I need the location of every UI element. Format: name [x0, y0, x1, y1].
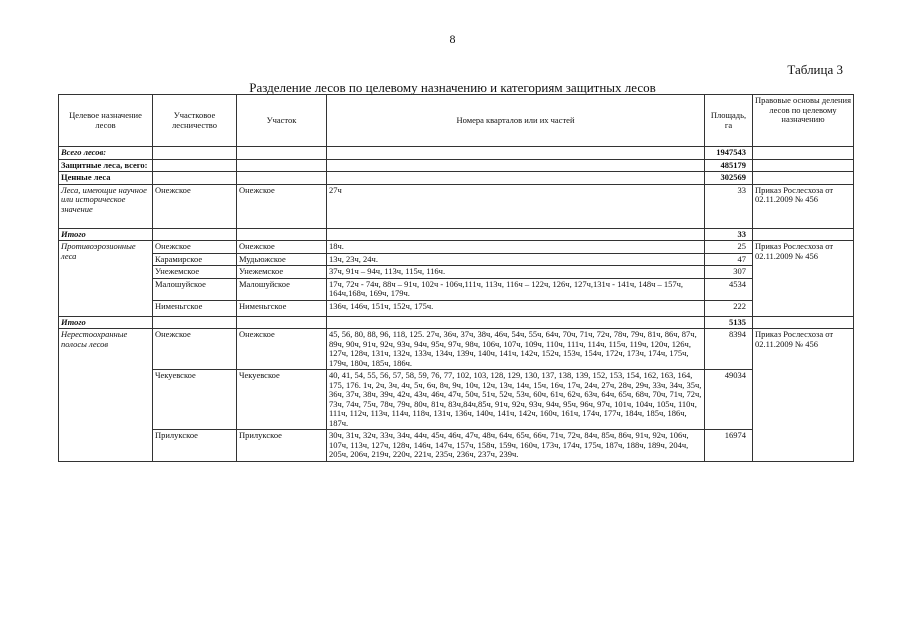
row-area: 307	[705, 266, 753, 279]
table-row	[59, 370, 854, 430]
row-legal: Приказ Рослесхоза от 02.11.2009 № 456	[753, 241, 854, 317]
row-label: Нерестоохранные полосы лесов	[59, 329, 153, 462]
row-label: Итого	[59, 316, 153, 329]
row-area: 1947543	[705, 147, 753, 160]
table-row	[59, 278, 854, 300]
row-plot: Онежское	[237, 329, 327, 370]
row-forestry: Малошуйское	[153, 278, 237, 300]
row-quarters: 18ч.	[327, 241, 705, 254]
table-label: Таблица 3	[787, 62, 843, 77]
row-forestry: Карамирское	[153, 253, 237, 266]
row-legal: Приказ Рослесхоза от 02.11.2009 № 456	[753, 184, 854, 228]
row-forestry: Нименьгское	[153, 300, 237, 316]
table-title: Разделение лесов по целевому назначению и категориям защитных лесов	[249, 80, 656, 95]
row-area: 5135	[705, 316, 753, 329]
table-row	[59, 228, 854, 241]
row-forestry: Онежское	[153, 184, 237, 228]
row-area: 8394	[705, 329, 753, 370]
row-quarters: 45, 56, 80, 88, 96, 118, 125. 27ч, 36ч, 37ч, 38ч, 46ч, 54ч, 55ч, 64ч, 70ч, 71ч, 72ч, 78ч, 79ч, 81ч, 86ч, 87ч, 89ч, 90ч, 91ч, 92ч, 93ч, 94ч, 95ч, 97ч, 98ч, 106ч, 107ч, 109ч, 110ч, 111ч, 114ч, 115ч, 119ч, 120ч, 126ч, 127ч, 128ч, 131ч, 132ч, 133ч, 134ч, 139ч, 140ч, 141ч, 142ч, 152ч, 153ч, 154ч, 172ч, 173ч, 174ч, 175ч, 179ч, 180ч, 185ч, 186ч.	[327, 329, 705, 370]
row-plot: Прилукское	[237, 430, 327, 462]
page-number: 8	[449, 32, 456, 46]
row-area: 49034	[705, 370, 753, 430]
row-forestry: Онежское	[153, 241, 237, 254]
row-quarters: 136ч, 146ч, 151ч, 152ч, 175ч.	[327, 300, 705, 316]
row-area: 222	[705, 300, 753, 316]
row-label: Итого	[59, 228, 153, 241]
table-row	[59, 147, 854, 160]
row-plot: Онежское	[237, 241, 327, 254]
header-area: Площадь, га	[705, 95, 753, 147]
row-area: 47	[705, 253, 753, 266]
table-row	[59, 184, 854, 228]
row-plot: Малошуйское	[237, 278, 327, 300]
row-label: Ценные леса	[59, 172, 153, 185]
header-plot: Участок	[237, 95, 327, 147]
row-label: Леса, имеющие научное или историческое значение	[59, 184, 153, 228]
header-legal: Правовые основы деления лесов по целевому назначению	[753, 95, 854, 147]
table-row	[59, 316, 854, 329]
row-area: 485179	[705, 159, 753, 172]
row-area: 33	[705, 228, 753, 241]
row-quarters: 27ч	[327, 184, 705, 228]
table-row	[59, 329, 854, 370]
row-area: 4534	[705, 278, 753, 300]
row-plot: Унежемское	[237, 266, 327, 279]
table-row	[59, 253, 854, 266]
table-row	[59, 172, 854, 185]
row-legal: Приказ Рослесхоза от 02.11.2009 № 456	[753, 329, 854, 462]
row-quarters: 17ч, 72ч - 74ч, 88ч – 91ч, 102ч - 106ч,111ч, 113ч, 116ч – 122ч, 126ч, 127ч,131ч - 141ч, 148ч – 157ч, 164ч,168ч, 169ч, 179ч.	[327, 278, 705, 300]
row-plot: Чекуевское	[237, 370, 327, 430]
row-quarters: 13ч, 23ч, 24ч.	[327, 253, 705, 266]
row-forestry: Чекуевское	[153, 370, 237, 430]
row-area: 25	[705, 241, 753, 254]
row-label: Защитные леса, всего:	[59, 159, 153, 172]
header-forestry: Участковое лесничество	[153, 95, 237, 147]
row-plot: Мудьюжское	[237, 253, 327, 266]
table-row	[59, 430, 854, 462]
row-forestry: Онежское	[153, 329, 237, 370]
header-quarters: Номера кварталов или их частей	[327, 95, 705, 147]
row-quarters: 30ч, 31ч, 32ч, 33ч, 34ч, 44ч, 45ч, 46ч, 47ч, 48ч, 64ч, 65ч, 66ч, 71ч, 72ч, 84ч, 85ч, 86ч, 91ч, 92ч, 106ч, 107ч, 113ч, 127ч, 128ч, 146ч, 147ч, 157ч, 158ч, 159ч, 160ч, 173ч, 174ч, 175ч, 187ч, 188ч, 189ч, 204ч, 205ч, 206ч, 219ч, 220ч, 221ч, 235ч, 236ч, 237ч, 239ч.	[327, 430, 705, 462]
table-row	[59, 159, 854, 172]
row-forestry: Прилукское	[153, 430, 237, 462]
forest-division-table	[58, 94, 854, 462]
row-plot: Онежское	[237, 184, 327, 228]
table-row	[59, 241, 854, 254]
row-quarters: 37ч, 91ч – 94ч, 113ч, 115ч, 116ч.	[327, 266, 705, 279]
header-row	[59, 95, 854, 147]
row-quarters: 40, 41, 54, 55, 56, 57, 58, 59, 76, 77, 102, 103, 128, 129, 130, 137, 138, 139, 152, 153, 154, 162, 163, 164, 175, 176. 1ч, 2ч, 3ч, 4ч, 5ч, 6ч, 8ч, 9ч, 10ч, 12ч, 13ч, 14ч, 15ч, 16ч, 17ч, 24ч, 27ч, 28ч, 29ч, 33ч, 34ч, 35ч, 36ч, 37ч, 38ч, 39ч, 42ч, 43ч, 46ч, 47ч, 50ч, 51ч, 52ч, 53ч, 60ч, 61ч, 62ч, 63ч, 64ч, 65ч, 68ч, 70ч, 71ч, 72ч, 73ч, 74ч, 75ч, 78ч, 79ч, 80ч, 81ч, 83ч,84ч,85ч, 91ч, 92ч, 93ч, 94ч, 95ч, 96ч, 97ч, 101ч, 104ч, 105ч, 110ч, 111ч, 112ч, 113ч, 114ч, 118ч, 131ч, 136ч, 140ч, 141ч, 142ч, 160ч, 161ч, 174ч, 177ч, 184ч, 185ч, 186ч, 187ч.	[327, 370, 705, 430]
row-area: 302569	[705, 172, 753, 185]
row-forestry: Унежемское	[153, 266, 237, 279]
row-label: Всего лесов:	[59, 147, 153, 160]
row-area: 16974	[705, 430, 753, 462]
row-plot: Нименьгское	[237, 300, 327, 316]
row-area: 33	[705, 184, 753, 228]
header-purpose: Целевое назначение лесов	[59, 95, 153, 147]
row-label: Противоэрозионные леса	[59, 241, 153, 317]
table-row	[59, 300, 854, 316]
table-row	[59, 266, 854, 279]
